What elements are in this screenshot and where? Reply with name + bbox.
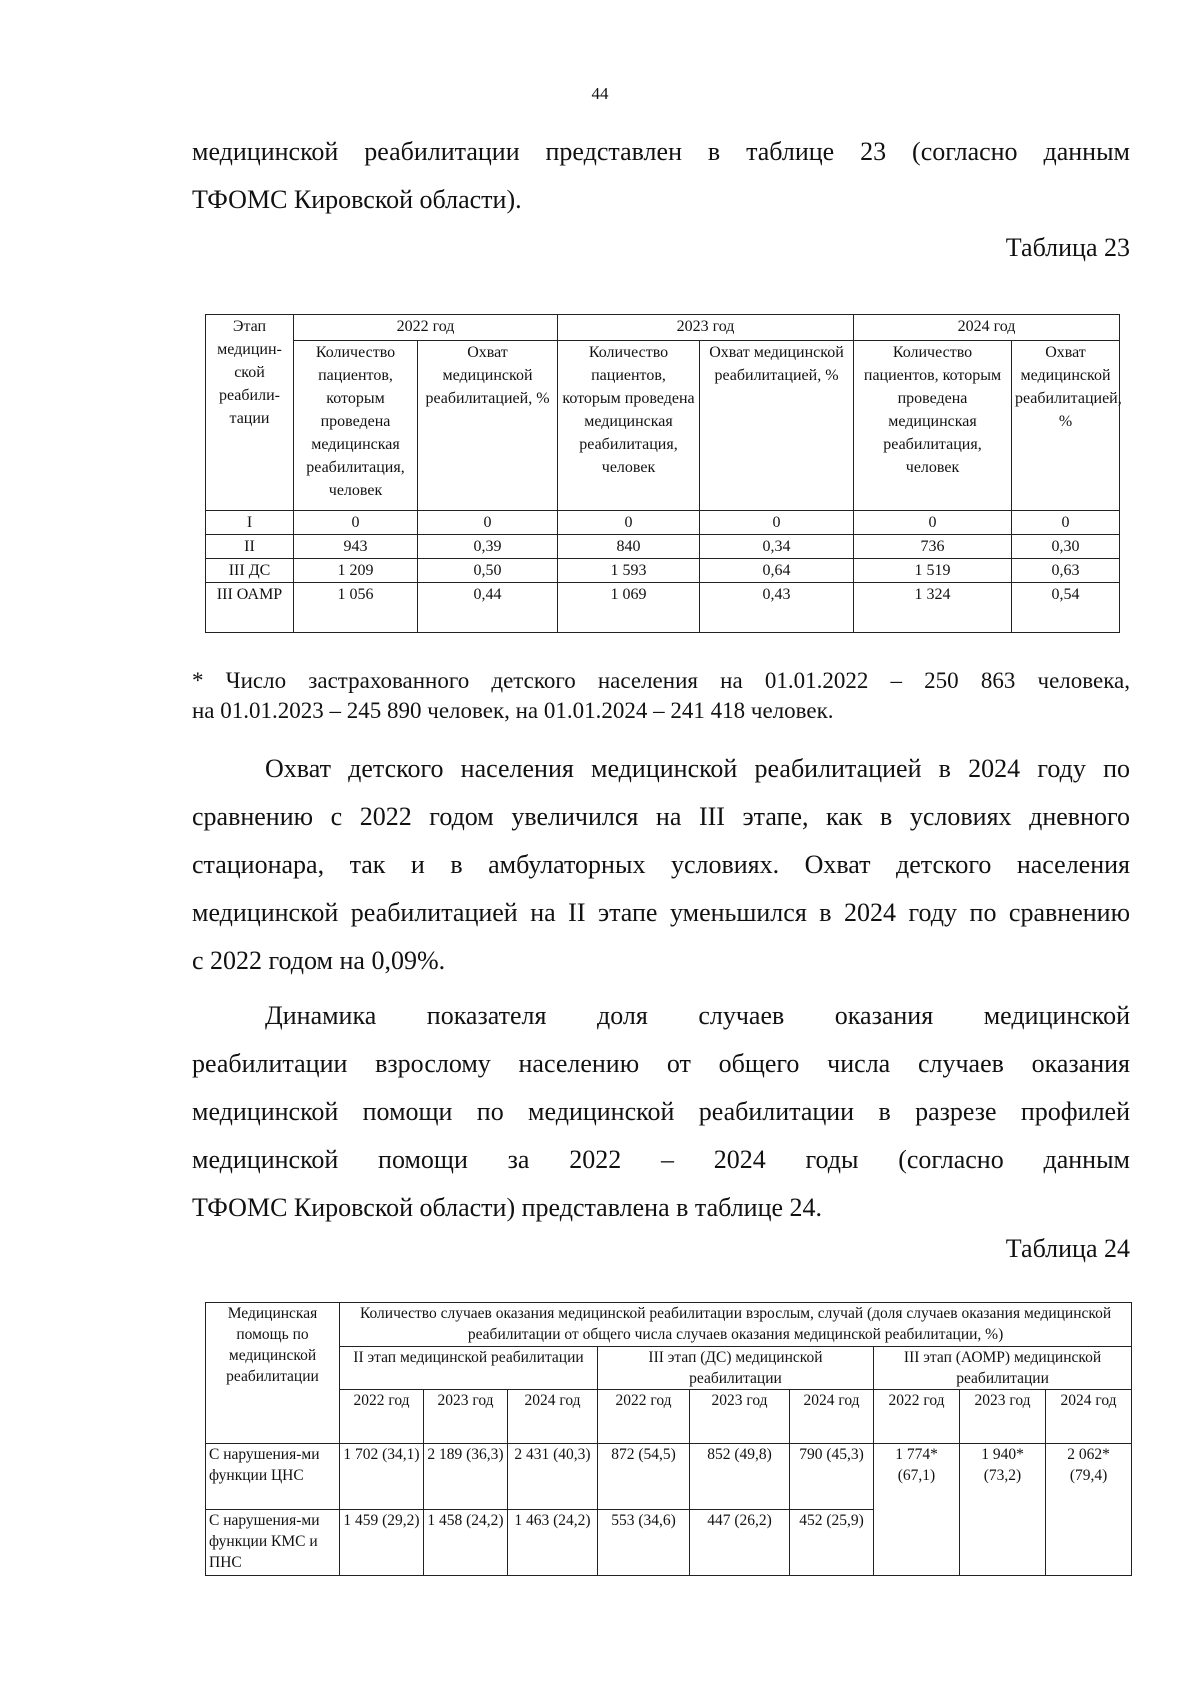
value-cell: 840 bbox=[558, 535, 700, 559]
table-24 bbox=[205, 1302, 1132, 1576]
value-cell: 2 431 (40,3) bbox=[508, 1444, 598, 1510]
value-cell: 0 bbox=[1012, 511, 1120, 535]
col-header-coverage: Охват медицинской реабилитацией, % bbox=[418, 341, 558, 511]
main-header: Количество случаев оказания медицинской реабилитации взрослым, случай (доля случаев оказания медицинской реабилитации от общего числа случаев оказания медицинской реабилитации, %) bbox=[340, 1303, 1132, 1347]
table-row bbox=[206, 1444, 1132, 1510]
col-header-count: Количество пациентов, которым проведена медицинская реабилитация, человек bbox=[854, 341, 1012, 511]
year-header: 2023 год bbox=[424, 1390, 508, 1444]
value-cell: 0,34 bbox=[700, 535, 854, 559]
value-cell: 0 bbox=[294, 511, 418, 535]
year-header: 2022 год bbox=[874, 1390, 960, 1444]
value-cell: 1 458 (24,2) bbox=[424, 1510, 508, 1576]
text-line: ТФОМС Кировской области) представлена в таблице 24. bbox=[192, 1193, 823, 1222]
value-cell: 0,64 bbox=[700, 559, 854, 583]
value-cell: 736 bbox=[854, 535, 1012, 559]
value-cell: 1 463 (24,2) bbox=[508, 1510, 598, 1576]
col-header-count: Количество пациентов, которым проведена медицинская реабилитация, человек bbox=[558, 341, 700, 511]
value-cell: 1 940* (73,2) bbox=[960, 1444, 1046, 1576]
value-cell: 0 bbox=[854, 511, 1012, 535]
text-line: реабилитации взрослому населению от общего числа случаев оказания bbox=[192, 1049, 1130, 1078]
year-header: 2024 год bbox=[790, 1390, 874, 1444]
table23-caption: Таблица 23 bbox=[1005, 233, 1130, 262]
footnote bbox=[192, 666, 1130, 726]
value-cell: 790 (45,3) bbox=[790, 1444, 874, 1510]
value-cell: 1 519 bbox=[854, 559, 1012, 583]
footnote-line: на 01.01.2023 – 245 890 человек, на 01.01.2024 – 241 418 человек. bbox=[192, 698, 834, 723]
value-cell: 1 069 bbox=[558, 583, 700, 633]
value-cell: 0,30 bbox=[1012, 535, 1120, 559]
value-cell: 0,44 bbox=[418, 583, 558, 633]
year-header: 2024 год bbox=[854, 315, 1120, 341]
value-cell: 943 bbox=[294, 535, 418, 559]
value-cell: 0,63 bbox=[1012, 559, 1120, 583]
profile-cell: С нарушения-ми функции ЦНС bbox=[206, 1444, 340, 1510]
stage-cell: I bbox=[206, 511, 294, 535]
text-line: Охват детского населения медицинской реабилитацией в 2024 году по bbox=[265, 754, 1130, 783]
value-cell: 2 062* (79,4) bbox=[1046, 1444, 1132, 1576]
footnote-line: * Число застрахованного детского населения на 01.01.2022 – 250 863 человека, bbox=[192, 668, 1130, 693]
table-row bbox=[206, 535, 1120, 559]
text-line: медицинской помощи по медицинской реабилитации в разрезе профилей bbox=[192, 1097, 1130, 1126]
col-header-count: Количество пациентов, которым проведена медицинская реабилитация, человек bbox=[294, 341, 418, 511]
year-header: 2022 год bbox=[340, 1390, 424, 1444]
stage-cell: II bbox=[206, 535, 294, 559]
profile-cell: С нарушения-ми функции КМС и ПНС bbox=[206, 1510, 340, 1576]
year-header: 2022 год bbox=[598, 1390, 690, 1444]
text-line: с 2022 годом на 0,09%. bbox=[192, 946, 446, 975]
text-line: медицинской реабилитацией на II этапе уменьшился в 2024 году по сравнению bbox=[192, 898, 1130, 927]
year-header: 2022 год bbox=[294, 315, 558, 341]
table-row bbox=[206, 583, 1120, 633]
paragraph-dynamics-adults bbox=[192, 992, 1130, 1232]
value-cell: 2 189 (36,3) bbox=[424, 1444, 508, 1510]
year-header: 2024 год bbox=[508, 1390, 598, 1444]
stage-cell: III ДС bbox=[206, 559, 294, 583]
value-cell: 0 bbox=[700, 511, 854, 535]
value-cell: 0,39 bbox=[418, 535, 558, 559]
text-line: медицинской помощи за 2022 – 2024 годы (согласно данным bbox=[192, 1145, 1130, 1174]
col-header-coverage: Охват медицинской реабилитацией, % bbox=[1012, 341, 1120, 511]
profile-header: Медицинская помощь по медицинской реабилитации bbox=[206, 1303, 340, 1444]
value-cell: 852 (49,8) bbox=[690, 1444, 790, 1510]
year-header: 2023 год bbox=[558, 315, 854, 341]
value-cell: 872 (54,5) bbox=[598, 1444, 690, 1510]
text-line: ТФОМС Кировской области). bbox=[192, 185, 522, 214]
text-line: медицинской реабилитации представлен в таблице 23 (согласно данным bbox=[192, 137, 1130, 166]
value-cell: 1 324 bbox=[854, 583, 1012, 633]
value-cell: 1 702 (34,1) bbox=[340, 1444, 424, 1510]
value-cell: 1 056 bbox=[294, 583, 418, 633]
value-cell: 553 (34,6) bbox=[598, 1510, 690, 1576]
year-header: 2023 год bbox=[960, 1390, 1046, 1444]
stage-cell: III ОАМР bbox=[206, 583, 294, 633]
value-cell: 452 (25,9) bbox=[790, 1510, 874, 1576]
paragraph-coverage-children bbox=[192, 745, 1130, 985]
year-header: 2023 год bbox=[690, 1390, 790, 1444]
group-header: III этап (ДС) медицинской реабилитации bbox=[598, 1347, 874, 1390]
group-header: III этап (АОМР) медицинской реабилитации bbox=[874, 1347, 1132, 1390]
value-cell: 0 bbox=[558, 511, 700, 535]
text-line: сравнению с 2022 годом увеличился на III этапе, как в условиях дневного bbox=[192, 802, 1130, 831]
value-cell: 1 774* (67,1) bbox=[874, 1444, 960, 1576]
value-cell: 0 bbox=[418, 511, 558, 535]
table-row bbox=[206, 511, 1120, 535]
table24-caption: Таблица 24 bbox=[1005, 1234, 1130, 1263]
value-cell: 0,54 bbox=[1012, 583, 1120, 633]
table-23 bbox=[205, 314, 1120, 633]
table-row bbox=[206, 559, 1120, 583]
intro-paragraph bbox=[192, 128, 1130, 224]
text-line: стационара, так и в амбулаторных условиях. Охват детского населения bbox=[192, 850, 1130, 879]
page-number: 44 bbox=[591, 84, 609, 103]
year-header: 2024 год bbox=[1046, 1390, 1132, 1444]
value-cell: 1 593 bbox=[558, 559, 700, 583]
text-line: Динамика показателя доля случаев оказания медицинской bbox=[265, 1001, 1130, 1030]
stage-header: Этап медицин-ской реабили-тации bbox=[206, 315, 294, 511]
value-cell: 447 (26,2) bbox=[690, 1510, 790, 1576]
value-cell: 1 209 bbox=[294, 559, 418, 583]
col-header-coverage: Охват медицинской реабилитацией, % bbox=[700, 341, 854, 511]
value-cell: 0,43 bbox=[700, 583, 854, 633]
value-cell: 1 459 (29,2) bbox=[340, 1510, 424, 1576]
value-cell: 0,50 bbox=[418, 559, 558, 583]
group-header: II этап медицинской реабилитации bbox=[340, 1347, 598, 1390]
